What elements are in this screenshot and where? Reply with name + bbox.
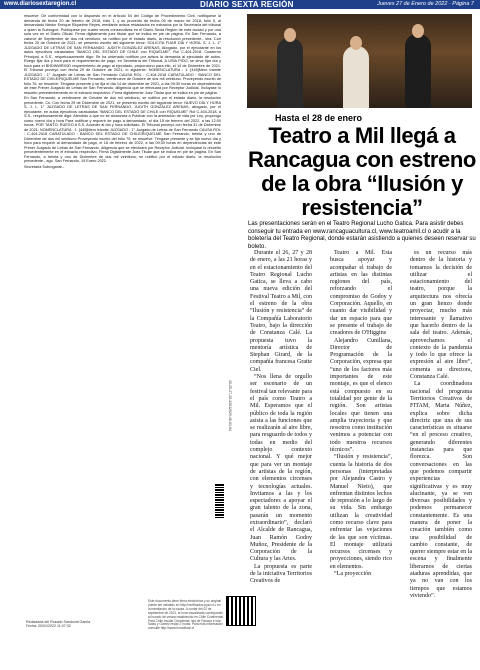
article-paragraph: “Ilusión y resistencia”, cuenta la historia de dos personas (interpretadas por Alejandra Castro y Manuel Nieto), que enfrentan distintos lechos de represión a lo largo de su vida. Sin embargo utilizan la creatividad como recurso clave para enfrentar las vejaciones de las que son víctimas. El montaje utilizará recursos circenses y proyecciones, siendo rico en elementos. [330, 454, 392, 570]
electronic-signature-disclaimer: Este documento tiene firma electrónica y su original puede ser validado en http://verificadoc.pjud.cl o en la tramitación de la causa. A contar del 02 de septiembre de 2021, la hora visualizada corresponde al horario de verano establecido en Chile Continental. Para Chile Insular Occidental, Isla de Pascua e Isla Salas y Gómez restar 2 horas. Para más información consulte http://www.horaoficial.cl [148, 599, 224, 631]
article-deck: Las presentaciones serán en el Teatro Regional Lucho Gatica. Para asistir debes conseguir tu entrada en www.rancaguacultura.cl, www.teatroamil.cl o acudir a la boletería del Teatro Regional, donde estarán asistiendo a quienes deseen reservar su boleto. [248, 221, 476, 250]
article-headline: Teatro a Mil llegá a Rancagua con estreno de la obra “Ilusión y resistencia” [248, 123, 476, 220]
article-paragraph: La coordinadora nacional del programa Territorios Creativos de FITAM, Marta Núñez, explica sobre dicha directriz que una de sus características es situarse “en el proceso creativo, generando diferentes instancias para que florezca. Son conversaciones en las que podemos compartir experiencias significativas y es muy alucinante, ya se ven diversas posibilidades y podemos permanecer constantemente. Es una manera de poner la creación también como una posibilidad de cambio constante, de querer siempre estar en la escena y finalmente liberarnos de ciertas ataduras aprendidas, que ya no van con los tiempos que estamos viviendo”. [410, 381, 472, 599]
photo-figure-head [350, 36, 362, 50]
site-url[interactable]: www.diariosextaregion.cl [4, 1, 77, 7]
qr-code-image [226, 596, 256, 626]
barcode-image [215, 484, 224, 518]
article-paragraph: Teatro a Mil. Esta busca apoyar y acompañar el trabajo de artistas en las distintas regiones del país, reforzando el compromiso de Godoy y Corporación. Aquello, en cuanto dar visibilidad y dar un espacio para que se presente el trabajo de creadores de O'Higgins [330, 250, 392, 337]
photo-figure-head [412, 24, 424, 38]
legal-paragraph: resuelve: De conformidad con lo dispuesto en el artículo 54 del Código de Procedimiento Civil, notifíquese la demanda de fecha 20 de febrero de 2018, folio 1, y su proveído de fecha 05 de marzo de 2018, folio 5, al demandado Néstor Enrique Riquelme Reyes, mediante avisos redactados en extractos por la Secretaría del tribunal o quien la Subrogue. Publíquese por cuatro veces consecutivas en el Diario Sexta Región de esta ciudad y por una sola vez en el Diario Oficial. Firma digitalmente juez titular que se indica en pie de página. En San Fernando, a catorce de Septiembre de dos mil veintiuno, se notificó por el estado diario, la resolución precedente.- sha. Con fecha 25 de Octubre de 2021, se presentó escrito del siguiente tenor: SOLICITA FIJAR DÍA Y HORA. S. J. L. 1° JUZGADO DE LETRAS DE SAN FERNANDO. JUDITH GONZÁLEZ ARENAS, Abogado, por el ejecutante en los autos ejecutivos caratulados "BANCO DEL ESTADO DE CHILE con RIQUELME", Rol C-404-2018, Cuaderno Principal, a S.S., respetuosamente digo: Se ha ordenado notificar por avisos la demanda al ejecutado de autos. Ruego fijar día y hora para el requerimiento de pago, en Secretaría del Tribunal. A USÍA PIDO, se sirva fijar día y hora para el BHDWWRX0D requerimiento de pago al ejecutado, proporciono para ello, el 14 de Diciembre de 2021. El Tribunal proveyó con fecha 29 de Octubre de 2021, lo siguiente: NOMENCLATURA : 1. [445]Mero trámite JUZGADO : 1° Juzgado de Letras de San Fernando CAUSA ROL : C-404-2018 CARATULADO : BANCO DEL ESTADO DE CHILE/RIQUELME San Fernando, veintinueve de Octubre de dos mil veintiuno. Proveyendo escrito de folio 76, se resuelve: Téngase presente y se fija el día 14 de diciembre de 2021, a las 09:30 horas en dependencias de este Primer Juzgado de Letras de San Fernando, diligencia que se efectuará por Receptor Judicial. Inclúyase lo resuelto precedentemente en el extracto respectivo. Firma digitalmente Juez Titular que se indica en pie de página. [24, 14, 221, 95]
article-paragraph: Alejandro Cunillana, Director de Programación de la Corporación, expresa que “uno de los factores más importantes de este montaje, es que el elenco está compuesto en su totalidad por gente de la región. Son artistas locales que tienen una amplia trayectoria y que nosotros como institución venimos a potenciar con todo nuestros recursos técnicos”. [330, 337, 392, 454]
photo-figure-head [284, 28, 296, 42]
article-kicker: Hasta el 28 de enero [275, 113, 363, 123]
photo-figure [277, 38, 303, 108]
photo-figure [405, 34, 431, 108]
article-paragraph: Durante el 26, 27 y 28 de enero, a las 21 horas y en el estacionamiento del Teatro Regional Lucho Gatica, se lleva a cabo una nueva edición del Festival Teatro a Mil, con el estreno de la obra “Ilusión y resistencia” de la Compañía Laboratorio Teatro, bajo la dirección de Constanza Calé. La propuesta tuvo la mentoría artística de Stephan Girard, de la compañía francesa Gratte Ciel. [250, 250, 312, 373]
article-paragraph: “Nos llena de orgullo ser escenario de un festival tan relevante para el país como Teatro a Mil. Esperamos que el público de toda la región asista a las funciones que se realizarán al aire libre, para resguardo de todos y todas en medio del complejo contexto nacional. Y qué mejor que para ver un montaje de artistas de la región, con elementos circenses y tecnologías actuales. Invitamos a las y los espectadores a apoyar el gran talento de la zona, pasarán un momento extraordinario”, declaró el Alcalde de Rancagua, Juan Ramón Godoy Muñoz, Presidente de la Corporación de la Cultura y las Artes. [250, 374, 312, 563]
page-dateline: Jueves 27 de Enero de 2022 · Página 7 [377, 1, 474, 7]
article-photo [247, 14, 472, 108]
article-paragraph: es un recurso más dentro de la historia y tomamos la decisión de utilizar el estacionamiento del teatro, porque la arquitectura nos ofrecía un gran lienzo donde proyectar, mucho más interesante y llamativo que hacerlo dentro de la sala del teatro. Además, aprovechamos el contexto de la pandemia y todo lo que ofrece la expresión al aire libre”, comenta su directora, Constanza Calé. [410, 250, 472, 381]
article-paragraph: “La proyección [334, 571, 372, 578]
legal-notice [24, 14, 221, 170]
verification-code: 15-25-27-20-22012029-40-01-04 [228, 380, 232, 431]
verification-code-vertical [226, 380, 234, 580]
masthead-bar [0, 0, 480, 9]
photo-figure [343, 46, 369, 108]
article-column-3 [410, 250, 472, 600]
article-column-1 [250, 250, 312, 586]
newspaper-name: DIARIO SEXTA REGIÓN [200, 0, 294, 9]
signature-footnote: Redactada del Rosario Sandoval Garcia Fecha: 20/01/2022 11:07:32 [26, 620, 91, 629]
article-column-2 [330, 250, 392, 578]
article-paragraph: La propuesta es parte de la iniciativa Territorios Creativos de [250, 563, 312, 585]
legal-paragraph: En San Fernando, a veintinueve de Octubre de dos mil veintiuno, se notificó por el estado diario, la resolución precedente. Cs. Con fecha 29 de Diciembre de 2021, se presentó escrito del siguiente tenor: NUEVO DÍA Y HORA S. J. L. 1° JUZGADO DE LETRAS DE SAN FERNANDO. JUDITH GONZÁLEZ ARENAS, abogado, por el ejecutante, en autos ejecutivos caratulados "BANCO DEL ESTADO DE CHILE con RIQUELME" Rol C-404-2018, a S.S., respetuosamente digo: Atendido a que no se alcanzara a Publicar con la antelación de vida por Ley, propongo como nuevo día y hora Para notificar y requerir de pago a demandado, el día 15 de febrero del 2022, a las 12:00 horas. POR TANTO: RUEGO A S.S. Acceder al día y hora solicitado. El Tribunal proveyó con fecha 31 de Diciembre de 2021: NOMENCLATURA : 1. [445]Mero trámite JUZGADO : 1° Juzgado de Letras de San Fernando CAUSA ROL : C-404-2018 CARATULADO : BANCO DEL ESTADO DE CHILE/RIQUELME San Fernando, treinta y uno de Diciembre de dos mil veintiuno Proveyendo escrito del folio 79, se resuelve: Téngase presente y se fija nuevo día y hora para requerir al demandado de pago, el 18 de febrero de 2022, a las 09:30 horas en dependencias de este Primer Juzgado de Letras de San Fernando, diligencia que se efectuará por Receptor Judicial. Inclúyase lo resuelto precedentemente en el extracto respectivo. Firma Digitalmente Juez Titular que se indica en pie de página. En San Fernando, a treinta y uno de Diciembre de dos mil veintiuno, se notificó por el estado diario, la resolución precedente.- ago. San Fernando, 19 Enero 2022. [24, 96, 221, 163]
legal-signoff: Secretaria Subrogante.- [24, 164, 65, 169]
